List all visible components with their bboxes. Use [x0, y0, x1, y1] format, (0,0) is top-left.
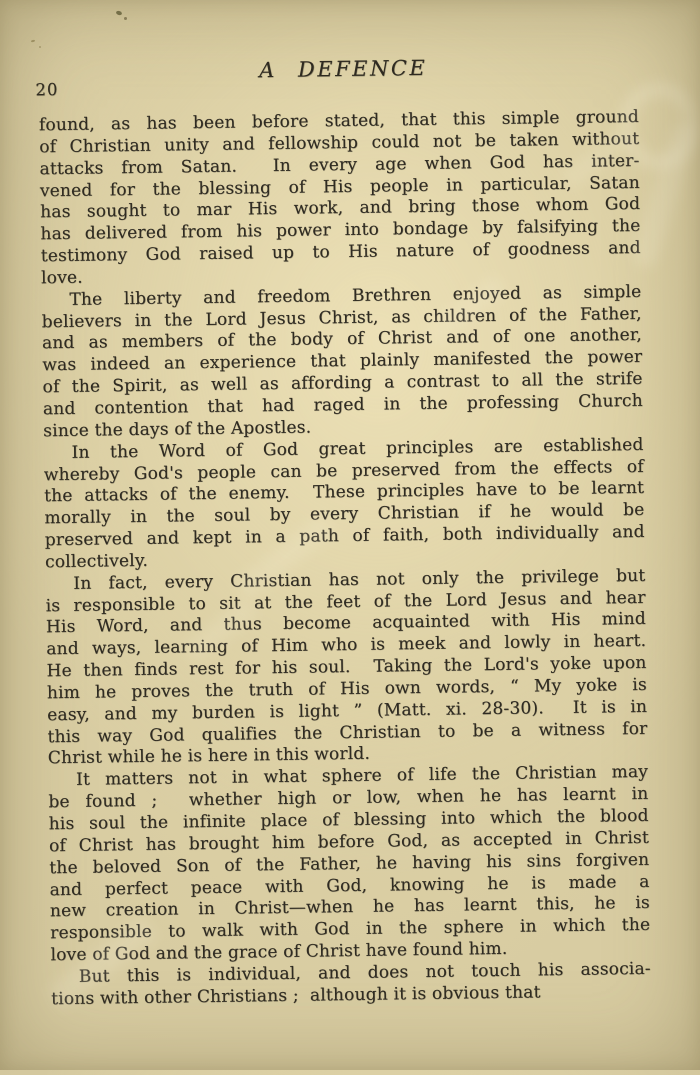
text-line: collectively. — [44, 550, 149, 573]
text-line: love of God and the grace of Christ have found him. — [50, 938, 508, 966]
text-line: found, as has been before stated, that this simple ground — [38, 106, 640, 136]
text-line: tions with other Christians ; although it is obvious that — [51, 982, 541, 1009]
text-line: believers in the Lord Jesus Christ, as children of the Father, — [41, 303, 642, 332]
text-line: has sought to mar His work, and bring those whom God — [40, 194, 641, 223]
text-line: It matters not in what sphere of life the Christian may — [75, 762, 649, 791]
page-number: 20 — [35, 80, 59, 100]
text-line: His Word, and thus become acquainted with His mind — [45, 609, 647, 638]
text-line: vened for the blessing of His people in particular, Satan — [39, 172, 640, 201]
text-line: love. — [40, 267, 83, 289]
text-line: and as members of the body of Christ and of one another, — [41, 325, 643, 354]
text-line: But this is individual, and does not touch his associa- — [78, 958, 651, 987]
text-line: The liberty and freedom Brethren enjoyed as simple — [69, 281, 642, 310]
text-line: of the Spirit, as well as affording a contrast to all the strife — [42, 369, 643, 398]
text-line: Christ while he is here in this world. — [47, 744, 371, 769]
paragraph — [41, 282, 643, 443]
text-line: of Christian unity and fellowship could not be taken without — [39, 128, 640, 158]
text-line: responsible to walk with God in the sphere in which the — [50, 915, 651, 944]
text-line: the beloved Son of the Father, he having his sins forgiven — [49, 849, 650, 878]
text-line: since the days of the Apostles. — [43, 417, 312, 442]
text-line: this way God qualifies the Christian to be a witness for — [47, 718, 648, 747]
paragraph — [51, 959, 652, 1011]
text-line: attacks from Satan. In every age when God has inter- — [39, 150, 640, 179]
text-line: and perfect peace with God, knowing he is made a — [49, 871, 650, 900]
text-line: easy, and my burden is light ” (Matt. xi. 28-30). It is in — [47, 696, 648, 726]
text-line: testimony God raised up to His nature of goodness and — [40, 237, 641, 267]
text-line: the attacks of the enemy. These principles have to be learnt — [43, 478, 645, 507]
text-line: morally in the soul by every Christian if he would be — [44, 500, 645, 529]
running-title: A DEFENCE — [258, 55, 428, 83]
text-line: new creation in Christ—when he has learnt this, he is — [49, 893, 651, 922]
paragraph — [48, 762, 651, 967]
text-line: his soul the infinite place of blessing into which the blood — [48, 805, 649, 835]
text-line: has delivered from his power into bondage by falsifying the — [40, 216, 641, 245]
text-line: whereby God's people can be preserved from the effects of — [43, 456, 644, 485]
text-line: and ways, learning of Him who is meek and lowly in heart. — [46, 631, 647, 660]
text-line: and contention that had raged in the professing Church — [42, 390, 643, 420]
paragraph — [45, 566, 648, 771]
text-line: him he proves the truth of His own words, “ My yoke is — [46, 674, 647, 704]
paragraph — [43, 435, 645, 574]
text-line: preserved and kept in a path of faith, both individually and — [44, 521, 645, 551]
text-line: is responsible to sit at the feet of the Lord Jesus and hear — [45, 587, 646, 616]
text-line: was indeed an experience that plainly manifested the power — [42, 347, 643, 376]
text-line: of Christ has brought him before God, as accepted in Christ — [48, 827, 650, 857]
text-line: be found ; whether high or low, when he has learnt in — [48, 784, 649, 813]
page-body — [39, 107, 651, 1011]
text-line: In the Word of God great principles are established — [71, 434, 644, 463]
text-line: He then finds rest for his soul. Taking the Lord's yoke upon — [46, 652, 647, 682]
paragraph — [39, 107, 641, 290]
text-line: In fact, every Christian has not only the privilege but — [73, 565, 646, 594]
